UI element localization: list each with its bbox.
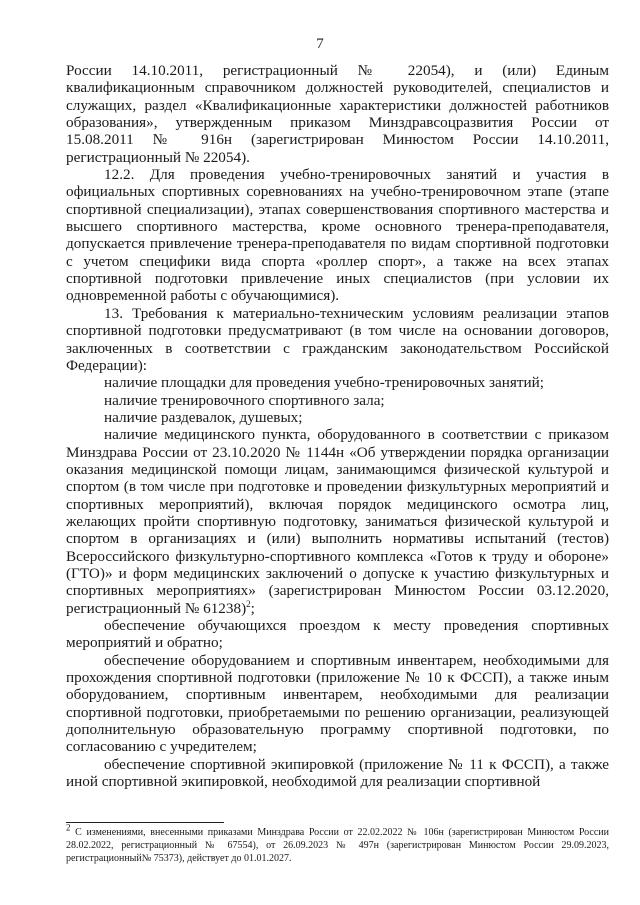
footnote-divider: [66, 822, 224, 823]
document-body: [66, 62, 609, 790]
list-item: обеспечение обучающихся проездом к месту проведения спортивных мероприятий и обратно;: [66, 617, 609, 652]
list-item: наличие площадки для проведения учебно-тренировочных занятий;: [104, 374, 544, 392]
list-item: [66, 426, 609, 617]
list-item-tail: ;: [250, 599, 255, 617]
footnote-marker: 2: [66, 822, 71, 833]
footnote-text: С изменениями, внесенными приказами Минздрава России от 22.02.2022 № 106н (зарегистрирован Минюстом России 28.02.2022, регистрационный № 67554), от 26.09.2023 № 497н (зарегистрирован Минюстом России 29.09.2023, регистрационный№ 75373), действует до 01.01.2027.: [66, 827, 609, 864]
list-item: наличие раздевалок, душевых;: [104, 408, 303, 426]
footnote-reference: 2: [246, 598, 251, 609]
paragraph: России 14.10.2011, регистрационный № 22054), и (или) Единым квалификационным справочником должностей руководителей, специалистов и служащих, раздел «Квалификационные характеристики должностей работников образования», утвержденным приказом Минздравсоцразвития России от 15.08.2011 № 916н (зарегистрирован Минюстом России 14.10.2011, регистрационный № 22054).: [66, 62, 609, 166]
footnote: [66, 822, 609, 865]
list-item: обеспечение оборудованием и спортивным инвентарем, необходимыми для прохождения спортивной подготовки (приложение № 10 к ФССП), а также иным оборудованием, спортивным инвентарем, необходимыми для реализации спортивной подготовки, приобретаемыми по решению организации, реализующей дополнительную образовательную программу спортивной подготовки, по согласованию с учредителем;: [66, 651, 609, 756]
list-item: наличие тренировочного спортивного зала;: [104, 391, 385, 409]
page-number: 7: [316, 36, 324, 52]
medical-point-text: наличие медицинского пункта, оборудованного в соответствии с приказом Минздрава России от 23.10.2020 № 1144н «Об утверждении порядка организации оказания медицинской помощи лицам, занимающимся физической культурой и спортом (в том числе при подготовке и проведении физкультурных мероприятий и спортивных мероприятий), включая порядок медицинского осмотра лиц, желающих пройти спортивную подготовку, заниматься физической культурой и спортом в организациях и (или) выполнить нормативы испытаний (тестов) Всероссийского физкультурно-спортивного комплекса «Готов к труду и обороне» (ГТО)» и форм медицинских заключений о допуске к участию физкультурных и спортивных мероприятиях» (зарегистрирован Минюстом России 03.12.2020, регистрационный № 61238): [66, 426, 609, 617]
list-item: обеспечение спортивной экипировкой (приложение № 11 к ФССП), а также иной спортивной экипировкой, необходимой для реализации спортивной: [66, 755, 609, 791]
paragraph: 12.2. Для проведения учебно-тренировочных занятий и участия в официальных спортивных соревнованиях на учебно-тренировочном этапе (этапе спортивной специализации), этапах совершенствования спортивного мастерства и высшего спортивного мастерства, кроме основного тренера-преподавателя, допускается привлечение тренера-преподавателя по видам спортивной подготовки с учетом специфики вида спорта «роллер спорт», а также на всех этапах спортивной подготовки привлечение иных специалистов (при условии их одновременной работы с обучающимися).: [66, 166, 609, 305]
paragraph: 13. Требования к материально-техническим условиям реализации этапов спортивной подготовки предусматривают (в том числе на основании договоров, заключенных в соответствии с гражданским законодательством Российской Федерации):: [66, 304, 609, 374]
